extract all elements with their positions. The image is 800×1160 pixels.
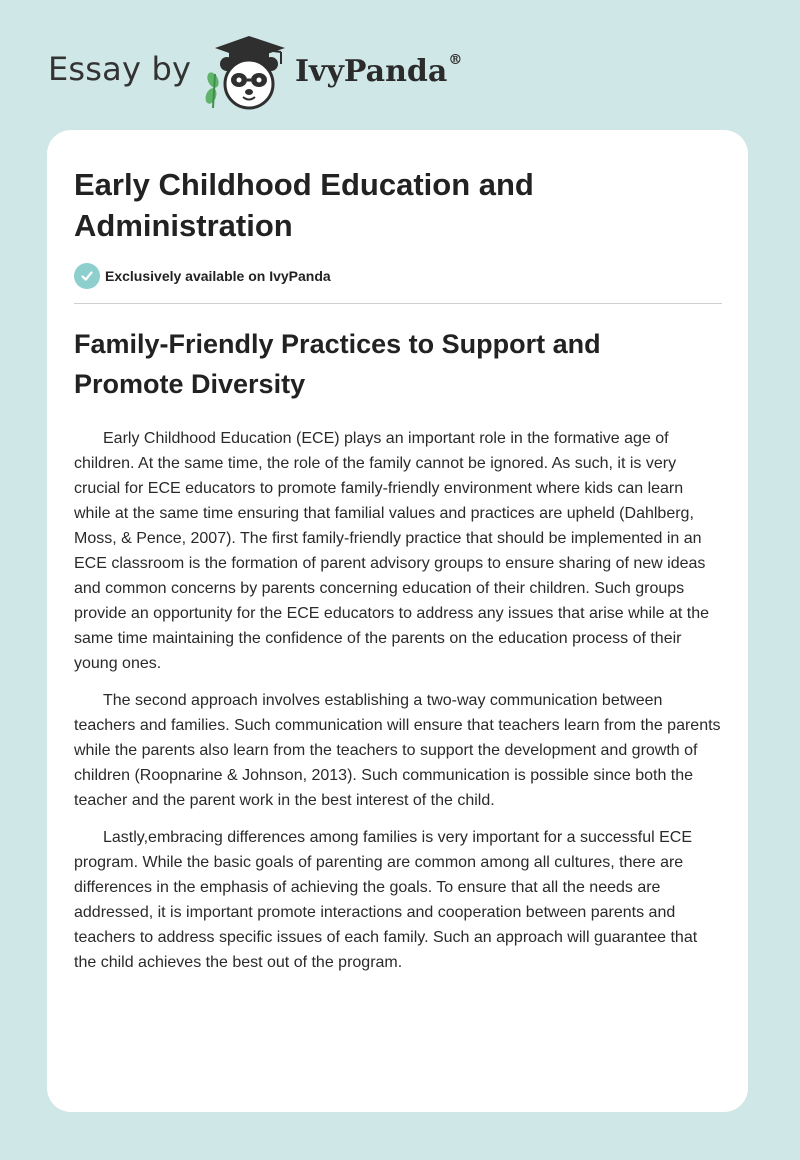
registered-mark: ® (448, 52, 463, 68)
ivypanda-logo-icon[interactable] (203, 34, 293, 110)
checkmark-icon (80, 269, 94, 283)
essay-body (74, 426, 722, 987)
check-circle-icon (74, 263, 100, 289)
title-divider (74, 303, 722, 304)
essay-card (47, 130, 748, 1112)
essay-title: Early Childhood Education and Administration (74, 167, 534, 243)
paragraph: Early Childhood Education (ECE) plays an important role in the formative age of children. At the same time, the role of the family cannot be ignored. As such, it is very crucial for ECE educators to promote family-friendly environment where kids can learn while at the same time ensuring that familial values and practices are upheld (Dahlberg, Moss, & Pence, 2007). The first family-friendly practice that should be implemented in an ECE classroom is the formation of parent advisory groups to ensure sharing of new ideas and common concerns by parents concerning education of their children. Such groups provide an opportunity for the ECE educators to address any issues that arise while at the same time maintaining the confidence of the parents on the education process of their young ones. (74, 430, 710, 672)
paragraph: Lastly,embracing differences among families is very important for a successful ECE program. While the basic goals of parenting are common among all cultures, there are differences in the emphasis of achieving the goals. To ensure that all the needs are addressed, it is important promote interactions and cooperation between parents and teachers to address specific issues of each family. Such an approach will guarantee that the child achieves the best out of the program. (74, 829, 698, 971)
exclusive-badge-text: Exclusively available on IvyPanda (105, 268, 331, 284)
exclusive-badge (74, 263, 331, 289)
section-heading: Family-Friendly Practices to Support and Promote Diversity (74, 329, 601, 399)
essay-by-label: Essay by (48, 50, 192, 88)
site-header (48, 32, 568, 112)
brand-name[interactable] (295, 54, 462, 89)
brand-name-text: IvyPanda (295, 54, 448, 89)
paragraph: The second approach involves establishing a two-way communication between teachers and families. Such communication will ensure that teachers learn from the parents while the parents also learn from the teachers to support the development and growth of children (Roopnarine & Johnson, 2013). Such communication is possible since both the teacher and the parent work in the best interest of the child. (74, 692, 721, 809)
